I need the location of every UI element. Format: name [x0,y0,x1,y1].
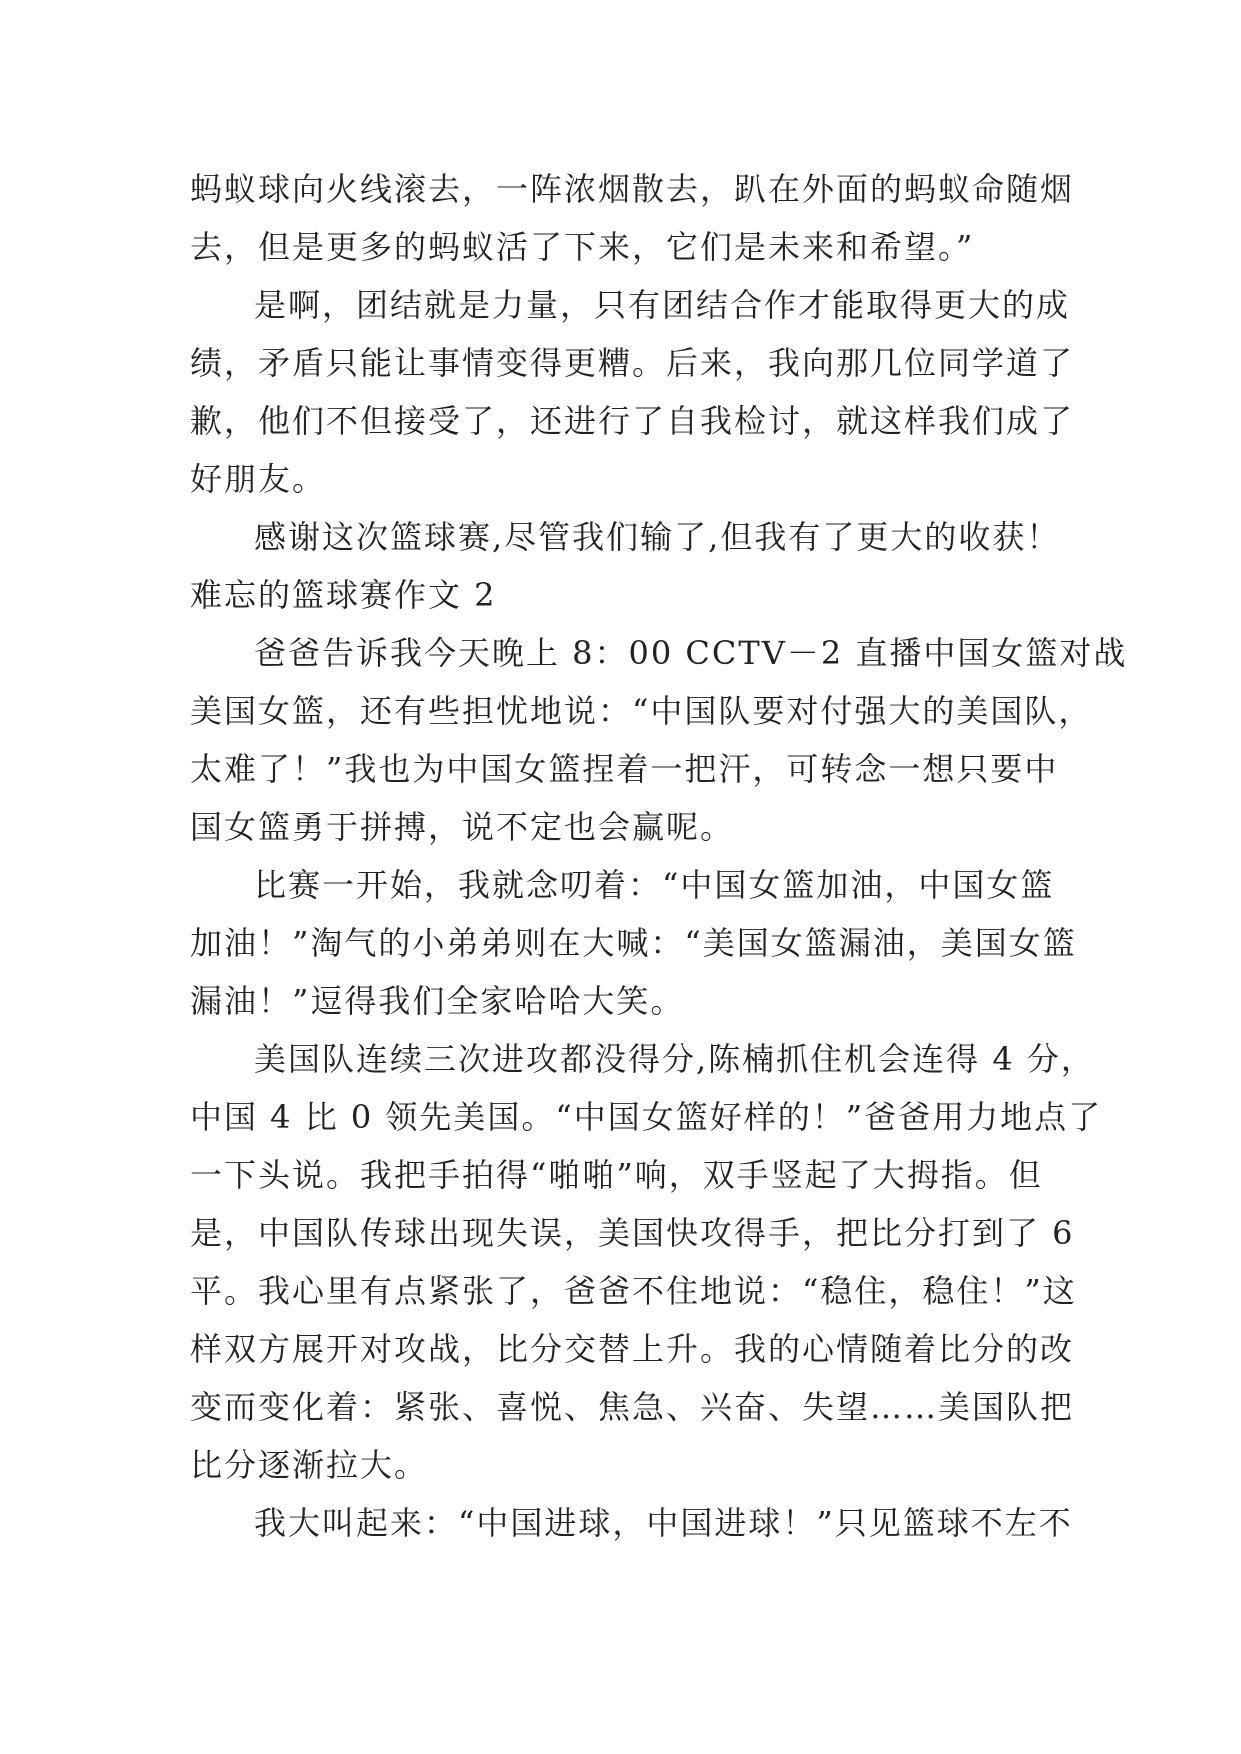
paragraph-start-line: 感谢这次篮球赛,尽管我们输了,但我有了更大的收获！ [254,518,1061,556]
paragraph-start-line: 是啊，团结就是力量，只有团结合作才能取得更大的成 [254,286,1071,324]
text-line: 样双方展开对攻战，比分交替上升。我的心情随着比分的改 [190,1330,1075,1368]
text-line: 歉，他们不但接受了，还进行了自我检讨，就这样我们成了 [190,402,1075,440]
text-line: 是，中国队传球出现失误，美国快攻得手，把比分打到了 6 [190,1214,1075,1252]
text-line: 美国女篮，还有些担忧地说：“中国队要对付强大的美国队， [190,692,1093,730]
paragraph-start-line: 比赛一开始，我就念叨着：“中国女篮加油，中国女篮 [254,866,1055,904]
text-line: 国女篮勇于拼搏，说不定也会赢呢。 [190,808,735,846]
text-line: 好朋友。 [190,460,327,498]
text-line: 一下头说。我把手拍得“啪啪”响，双手竖起了大拇指。但 [190,1156,1043,1194]
text-line: 绩，矛盾只能让事情变得更糟。后来，我向那几位同学道了 [190,344,1075,382]
text-line: 去，但是更多的蚂蚁活了下来，它们是未来和希望。” [190,228,975,266]
text-line: 加油！”淘气的小弟弟则在大喊：“美国女篮漏油，美国女篮 [190,924,1077,962]
article-body [190,160,1128,1552]
text-line: 平。我心里有点紧张了，爸爸不住地说：“稳住，稳住！”这 [190,1272,1077,1310]
paragraph-start-line: 我大叫起来：“中国进球，中国进球！”只见篮球不左不 [254,1504,1073,1542]
paragraph-start-line: 爸爸告诉我今天晚上 8：00 CCTV－2 直播中国女篮对战 [254,634,1128,672]
section-heading: 难忘的篮球赛作文 2 [190,576,497,614]
text-line: 比分逐渐拉大。 [190,1446,429,1484]
text-line: 太难了！”我也为中国女篮捏着一把汗，可转念一想只要中 [190,750,1059,788]
text-line: 漏油！”逗得我们全家哈哈大笑。 [190,982,685,1020]
text-line: 变而变化着：紧张、喜悦、焦急、兴奋、失望……美国队把 [190,1388,1075,1426]
text-line: 蚂蚁球向火线滚去，一阵浓烟散去，趴在外面的蚂蚁命随烟 [190,170,1075,208]
text-line: 中国 4 比 0 领先美国。“中国女篮好样的！”爸爸用力地点了 [190,1098,1103,1136]
paragraph-start-line: 美国队连续三次进攻都没得分,陈楠抓住机会连得 4 分， [254,1040,1095,1078]
